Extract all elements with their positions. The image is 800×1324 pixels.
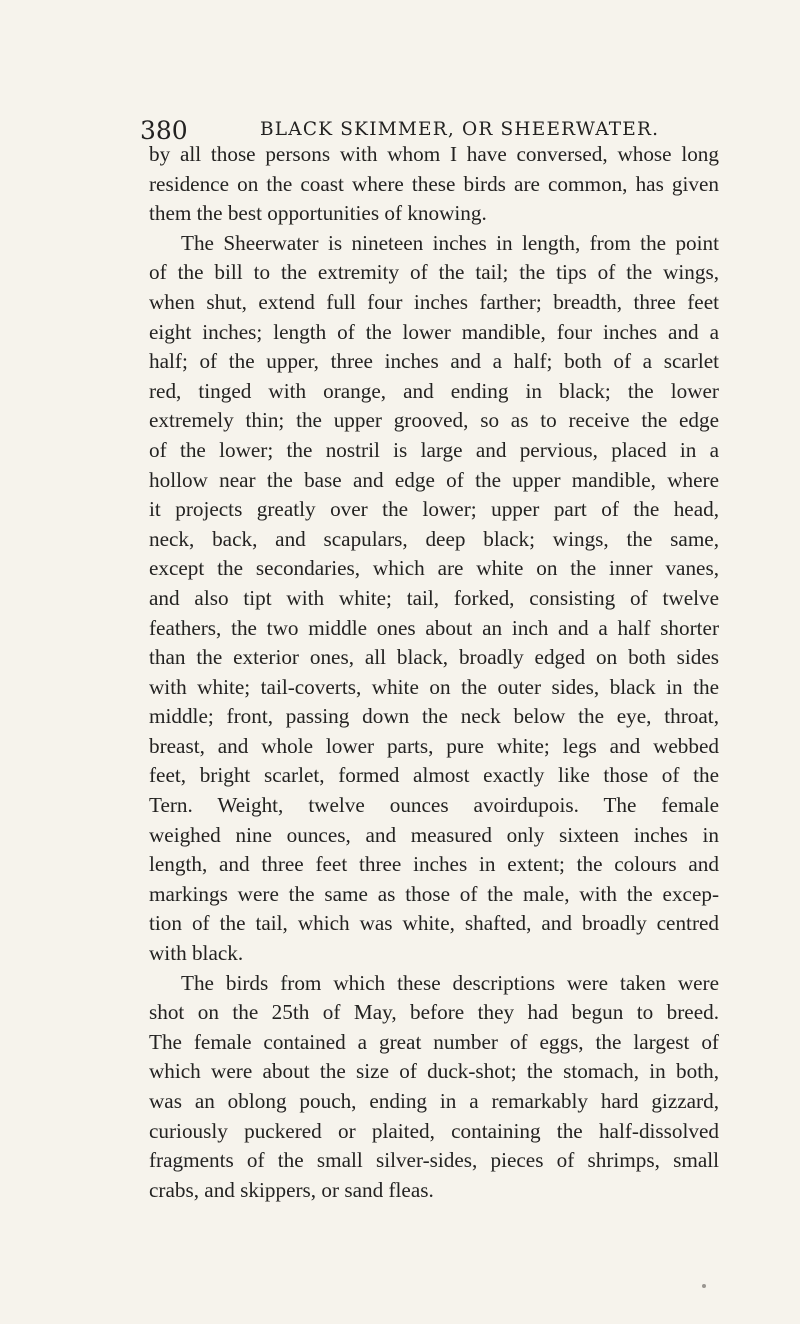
text-line: them the best opportunities of knowing. bbox=[149, 201, 487, 226]
text-line: with white; tail-coverts, white on the outer sides, black in the bbox=[149, 674, 719, 699]
text-line: The Sheerwater is nineteen inches in length, from the point bbox=[181, 230, 719, 255]
text-line: The female contained a great number of eggs, the largest of bbox=[149, 1029, 719, 1054]
text-line: and also tipt with white; tail, forked, consisting of twelve bbox=[149, 585, 719, 610]
text-line: tion of the tail, which was white, shafted, and broadly centred bbox=[149, 911, 719, 936]
text-line: of the lower; the nostril is large and pervious, placed in a bbox=[149, 437, 719, 462]
text-line: hollow near the base and edge of the upper mandible, where bbox=[149, 467, 719, 492]
text-line: with black. bbox=[149, 941, 244, 966]
text-line: feet, bright scarlet, formed almost exactly like those of the bbox=[149, 763, 719, 788]
text-line: markings were the same as those of the male, with the excep- bbox=[149, 881, 719, 906]
text-line: eight inches; length of the lower mandible, four inches and a bbox=[149, 319, 719, 344]
text-line: residence on the coast where these birds are common, has given bbox=[149, 171, 719, 196]
text-line: by all those persons with whom I have conversed, whose long bbox=[149, 142, 719, 166]
text-line: when shut, extend full four inches farther; breadth, three feet bbox=[149, 289, 719, 314]
text-line: it projects greatly over the lower; upper part of the head, bbox=[149, 497, 719, 522]
text-line: curiously puckered or plaited, containing the half-dissolved bbox=[149, 1118, 719, 1143]
text-line: was an oblong pouch, ending in a remarkably hard gizzard, bbox=[149, 1089, 719, 1113]
text-line: crabs, and skippers, or sand fleas. bbox=[149, 1177, 434, 1202]
text-line: than the exterior ones, all black, broadly edged on both sides bbox=[149, 645, 719, 670]
text-line: extremely thin; the upper grooved, so as to receive the edge bbox=[149, 408, 719, 433]
text-line: The birds from which these descriptions were taken were bbox=[181, 970, 719, 995]
text-line: middle; front, passing down the neck below the eye, throat, bbox=[149, 704, 719, 729]
text-line: breast, and whole lower parts, pure white; legs and webbed bbox=[149, 733, 719, 758]
text-line: feathers, the two middle ones about an inch and a half shorter bbox=[149, 615, 719, 640]
text-line: fragments of the small silver-sides, pieces of shrimps, small bbox=[149, 1148, 719, 1173]
text-line: of the bill to the extremity of the tail; the tips of the wings, bbox=[149, 260, 719, 285]
page-number: 380 bbox=[140, 116, 188, 145]
text-line: neck, back, and scapulars, deep black; wings, the same, bbox=[149, 526, 719, 551]
text-line: length, and three feet three inches in extent; the colours and bbox=[149, 852, 719, 877]
text-line: half; of the upper, three inches and a half; both of a scarlet bbox=[149, 349, 719, 374]
text-line: shot on the 25th of May, before they had begun to breed. bbox=[149, 1000, 719, 1025]
text-line: which were about the size of duck-shot; the stomach, in both, bbox=[149, 1059, 719, 1084]
text-line: weighed nine ounces, and measured only sixteen inches in bbox=[149, 822, 719, 847]
body-text bbox=[149, 140, 719, 1205]
running-head: BLACK SKIMMER, OR SHEERWATER. bbox=[260, 119, 660, 140]
text-line: except the secondaries, which are white on the inner vanes, bbox=[149, 556, 719, 581]
paper-speck bbox=[702, 1284, 706, 1288]
text-line: Tern. Weight, twelve ounces avoirdupois. The female bbox=[149, 793, 719, 818]
text-line: red, tinged with orange, and ending in black; the lower bbox=[149, 378, 719, 403]
